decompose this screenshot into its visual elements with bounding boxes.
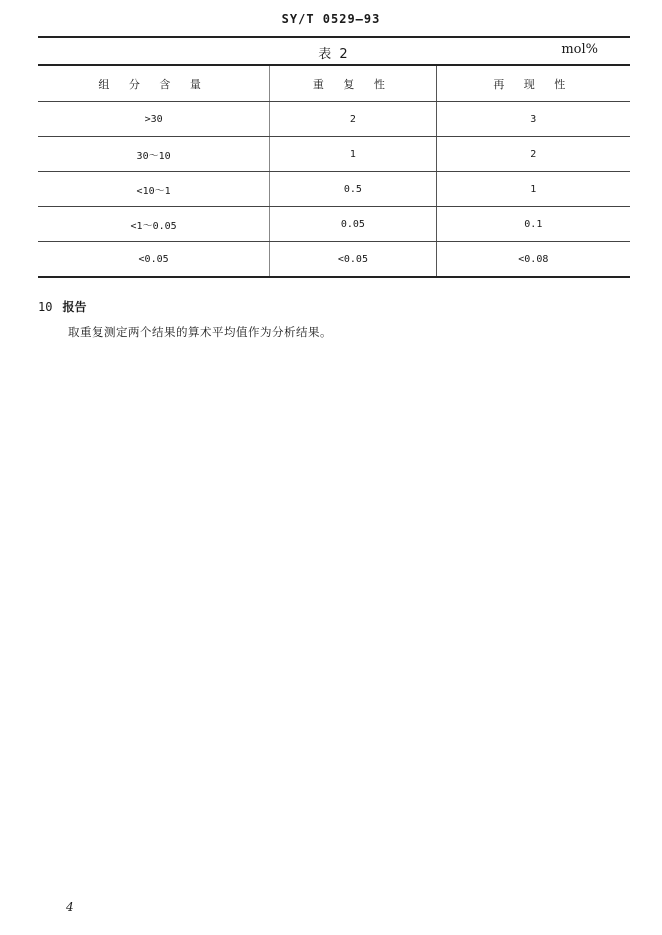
document-header: SY/T 0529—93	[281, 12, 381, 26]
cell-component: <1～0.05	[38, 207, 270, 242]
cell-reproducibility: <0.08	[518, 253, 549, 265]
column-header-reproducibility: 再 现 性	[436, 65, 630, 102]
table-row	[38, 242, 630, 278]
cell-repeatability: 0.5	[270, 172, 436, 207]
cell-component: >30	[38, 102, 270, 137]
table-unit: mol%	[561, 42, 598, 57]
cell-repeatability: 2	[270, 102, 436, 137]
table-caption	[38, 38, 630, 64]
page-number: 4	[66, 900, 74, 914]
column-header-component: 组 分 含 量	[38, 65, 270, 102]
cell-component: 30～10	[38, 137, 270, 172]
cell-repeatability: 0.05	[270, 207, 436, 242]
column-header-repeatability: 重 复 性	[270, 65, 436, 102]
section-title: 报告	[62, 300, 87, 314]
section-paragraph: 取重复测定两个结果的算术平均值作为分析结果。	[68, 325, 332, 339]
cell-reproducibility: 0.1	[436, 207, 630, 242]
cell-component: <10～1	[38, 172, 270, 207]
cell-repeatability: 1	[270, 137, 436, 172]
cell-component: <0.05	[38, 242, 270, 278]
table-row	[38, 172, 630, 207]
cell-reproducibility: 3	[436, 102, 630, 137]
cell-repeatability: <0.05	[270, 242, 436, 278]
precision-table	[38, 64, 630, 278]
cell-reproducibility: 1	[436, 172, 630, 207]
table-row	[38, 207, 630, 242]
table-row	[38, 102, 630, 137]
section-number: 10	[38, 300, 53, 314]
section-heading	[38, 298, 86, 315]
table-title: 表 2	[318, 47, 350, 62]
table-row	[38, 137, 630, 172]
table-header-row	[38, 65, 630, 102]
cell-reproducibility: 2	[436, 137, 630, 172]
